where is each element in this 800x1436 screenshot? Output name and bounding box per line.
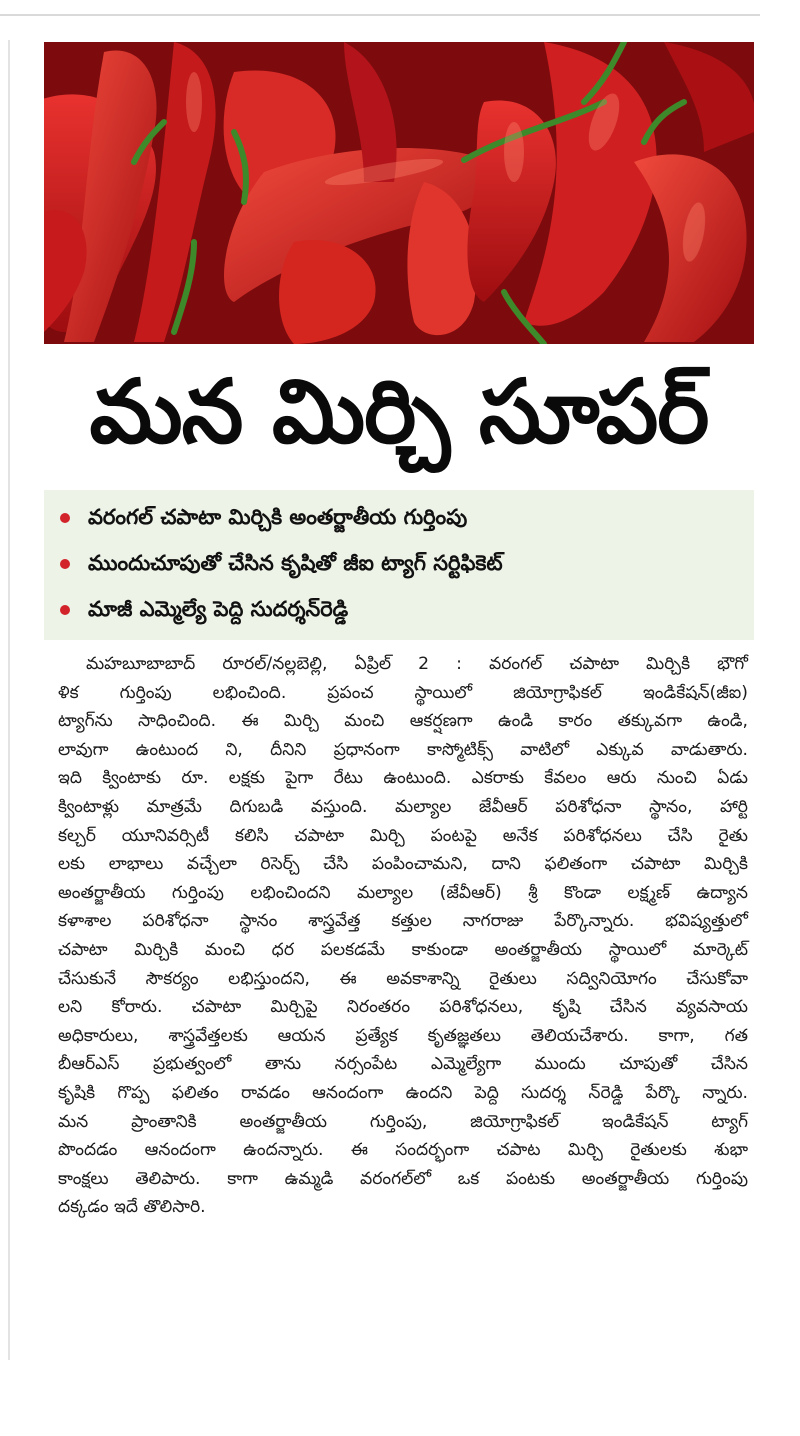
highlights-box [44, 490, 754, 640]
body-line: పొందడం ఆనందంగా ఉందన్నారు. ఈ సందర్భంగా చపాట మిర్చి రైతులకు శుభా [58, 1140, 748, 1161]
body-line: కృషికి గొప్ప ఫలితం రావడం ఆనందంగా ఉందని పెద్ది సుదర్శ న్‌రెడ్డి పేర్కొ న్నారు. [58, 1082, 748, 1103]
body-line: లకు లాభాలు వచ్చేలా రిసెర్చ్ చేసి పంపించామని, దాని ఫలితంగా చపాటా మిర్చికి [58, 854, 748, 875]
column-divider [8, 40, 10, 1360]
bullet-icon [60, 513, 70, 523]
highlight-text: మాజీ ఎమ్మెల్యే పెద్ది సుదర్శన్‌రెడ్డి [88, 597, 349, 621]
headline: మన మిర్చి సూపర్ [89, 360, 709, 463]
chilli-photo [44, 42, 754, 344]
body-line: బీఆర్‌ఎస్ ప్రభుత్వంలో తాను నర్సంపేట ఎమ్మెల్యేగా ముందు చూపుతో చేసిన [58, 1054, 748, 1075]
body-line: మన ప్రాంతానికి అంతర్జాతీయ గుర్తింపు, జియోగ్రాఫికల్ ఇండికేషన్ ట్యాగ్ [58, 1111, 748, 1132]
bullet-icon [60, 559, 70, 569]
body-line: కళాశాల పరిశోధనా స్థానం శాస్త్రవేత్త కత్తుల నాగరాజు పేర్కొన్నారు. భవిష్యత్తులో [58, 911, 748, 932]
highlight-item [44, 494, 754, 540]
body-line: ఇది క్వింటాకు రూ. లక్షకు పైగా రేటు ఉంటుంది. ఎకరాకు కేవలం ఆరు నుంచి ఏడు [58, 768, 748, 789]
body-line: అంతర్జాతీయ గుర్తింపు లభించిందని మల్యాల (జేవీఆర్) శ్రీ కొండా లక్ష్మణ్ ఉద్యాన [58, 882, 748, 903]
top-divider [0, 14, 760, 16]
highlight-text: వరంగల్ చపాటా మిర్చికి అంతర్జాతీయ గుర్తింపు [88, 505, 468, 529]
body-line: దక్కడం ఇదే తొలిసారి. [58, 1197, 206, 1218]
body-line: క్వింటాళ్లు మాత్రమే దిగుబడి వస్తుంది. మల్యాల జేవీఆర్ పరిశోధనా స్థానం, హార్టి [58, 796, 748, 817]
body-line: లావుగా ఉంటుంద ని, దీనిని ప్రధానంగా కాస్మోటిక్స్ వాటిలో ఎక్కువ వాడుతారు. [58, 739, 748, 760]
body-line: చేసుకునే సౌకర్యం లభిస్తుందని, ఈ అవకాశాన్ని రైతులు సద్వినియోగం చేసుకోవా [58, 968, 748, 989]
body-line: కల్చర్ యూనివర్సిటీ కలిసి చపాటా మిర్చి పంటపై అనేక పరిశోధనలు చేసి రైతు [58, 825, 748, 846]
chilli-illustration [44, 42, 754, 344]
body-line: చపాటా మిర్చికి మంచి ధర పలకడమే కాకుండా అంతర్జాతీయ స్థాయిలో మార్కెట్ [58, 939, 748, 960]
bullet-icon [60, 605, 70, 615]
body-line: ళిక గుర్తింపు లభించింది. ప్రపంచ స్థాయిలో జియోగ్రాఫికల్ ఇండికేషన్(జీఐ) [58, 682, 748, 703]
article-body [58, 650, 748, 1222]
body-line: లని కోరారు. చపాటా మిర్చిపై నిరంతరం పరిశోధనలు, కృషి చేసిన వ్యవసాయ [58, 997, 748, 1018]
body-line: మహబూబాబాద్ రూరల్/నల్లబెల్లి, ఏప్రిల్ 2 : వరంగల్ చపాటా మిర్చికి భౌగో [86, 654, 748, 674]
highlight-item [44, 540, 754, 586]
body-line: కాంక్షలు తెలిపారు. కాగా ఉమ్మడి వరంగల్‌లో ఒక పంటకు అంతర్జాతీయ గుర్తింపు [58, 1168, 748, 1189]
body-line: అధికారులు, శాస్త్రవేత్తలకు ఆయన ప్రత్యేక కృతజ్ఞతలు తెలియచేశారు. కాగా, గత [58, 1025, 748, 1046]
body-line: ట్యాగ్‌ను సాధించింది. ఈ మిర్చి మంచి ఆకర్షణగా ఉండి కారం తక్కువగా ఉండి, [58, 711, 748, 732]
highlight-item [44, 586, 754, 632]
highlight-text: ముందుచూపుతో చేసిన కృషితో జీఐ ట్యాగ్ సర్టిఫికెట్ [88, 551, 503, 575]
